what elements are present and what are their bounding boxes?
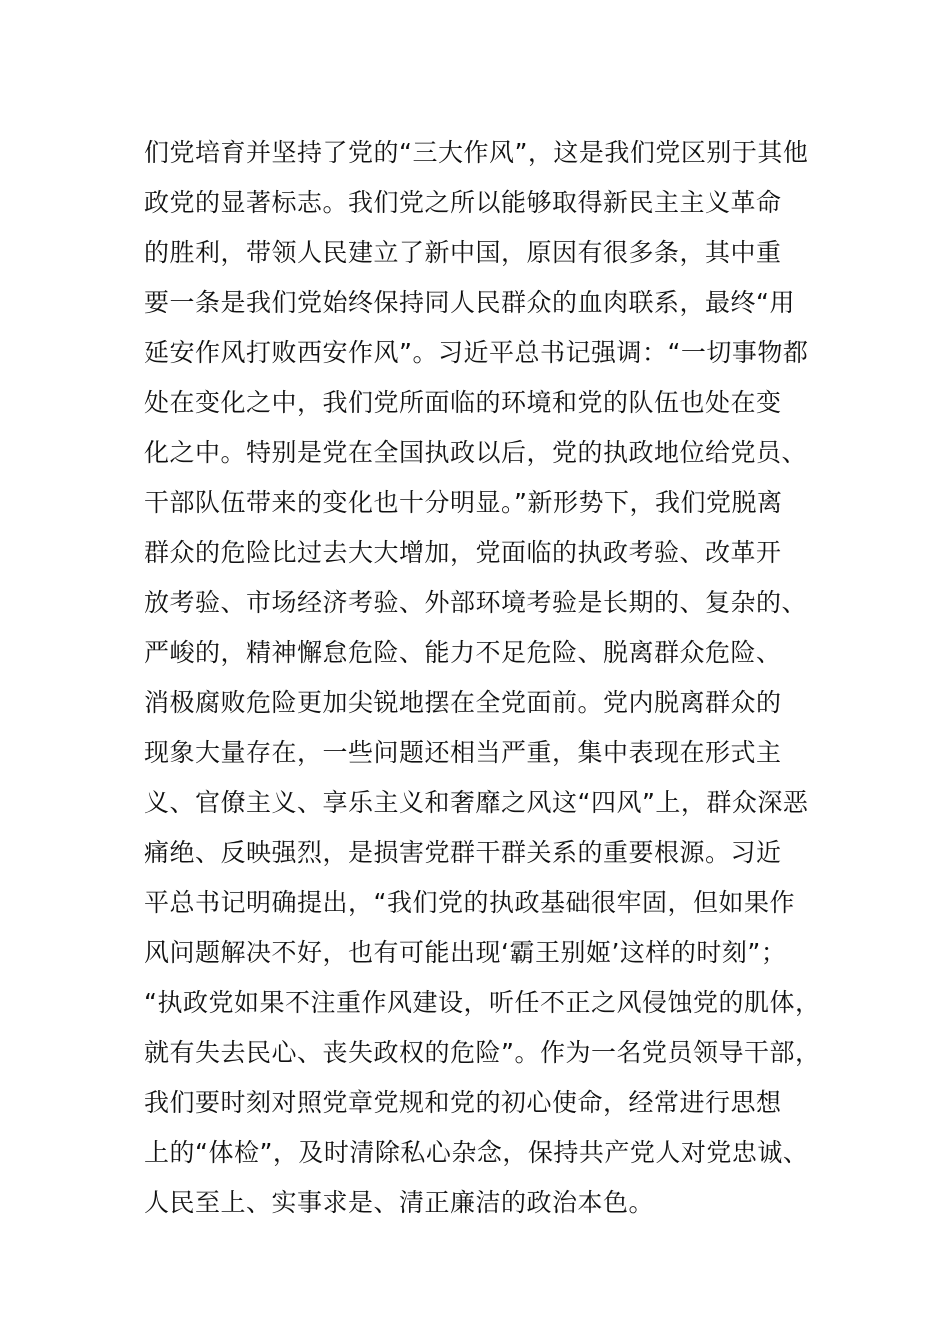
text-line: 现象大量存在，一些问题还相当严重，集中表现在形式主 bbox=[144, 738, 782, 767]
text-line: 平总书记明确提出，“我们党的执政基础很牢固，但如果作 bbox=[144, 888, 795, 917]
body-paragraph bbox=[144, 128, 824, 1228]
text-line: 政党的显著标志。我们党之所以能够取得新民主主义革命 bbox=[144, 188, 782, 217]
text-line: 要一条是我们党始终保持同人民群众的血肉联系，最终“用 bbox=[144, 288, 795, 317]
text-line: 人民至上、实事求是、清正廉洁的政治本色。 bbox=[144, 1188, 655, 1217]
text-line: 干部队伍带来的变化也十分明显。”新形势下，我们党脱离 bbox=[144, 488, 783, 517]
text-line: 们党培育并坚持了党的“三大作风”，这是我们党区别于其他 bbox=[144, 138, 809, 167]
text-line: 化之中。特别是党在全国执政以后，党的执政地位给党员、 bbox=[144, 438, 808, 467]
text-line: 放考验、市场经济考验、外部环境考验是长期的、复杂的、 bbox=[144, 588, 808, 617]
text-line: 消极腐败危险更加尖锐地摆在全党面前。党内脱离群众的 bbox=[144, 688, 782, 717]
text-line: 就有失去民心、丧失政权的危险”。作为一名党员领导干部， bbox=[144, 1038, 821, 1067]
text-line: 处在变化之中，我们党所面临的环境和党的队伍也处在变 bbox=[144, 388, 782, 417]
text-line: 义、官僚主义、享乐主义和奢靡之风这“四风”上，群众深恶 bbox=[144, 788, 809, 817]
text-line: 上的“体检”，及时清除私心杂念，保持共产党人对党忠诚、 bbox=[144, 1138, 809, 1167]
text-line: 我们要时刻对照党章党规和党的初心使命，经常进行思想 bbox=[144, 1088, 782, 1117]
text-line: 的胜利，带领人民建立了新中国，原因有很多条，其中重 bbox=[144, 238, 782, 267]
text-line: “执政党如果不注重作风建设，听任不正之风侵蚀党的肌体， bbox=[144, 988, 821, 1017]
text-line: 痛绝、反映强烈，是损害党群干群关系的重要根源。习近 bbox=[144, 838, 782, 867]
text-line: 风问题解决不好，也有可能出现‘霸王别姬’这样的时刻”； bbox=[144, 938, 787, 967]
text-line: 严峻的，精神懈怠危险、能力不足危险、脱离群众危险、 bbox=[144, 638, 782, 667]
text-line: 群众的危险比过去大大增加，党面临的执政考验、改革开 bbox=[144, 538, 782, 567]
text-line: 延安作风打败西安作风”。习近平总书记强调：“一切事物都 bbox=[144, 338, 809, 367]
